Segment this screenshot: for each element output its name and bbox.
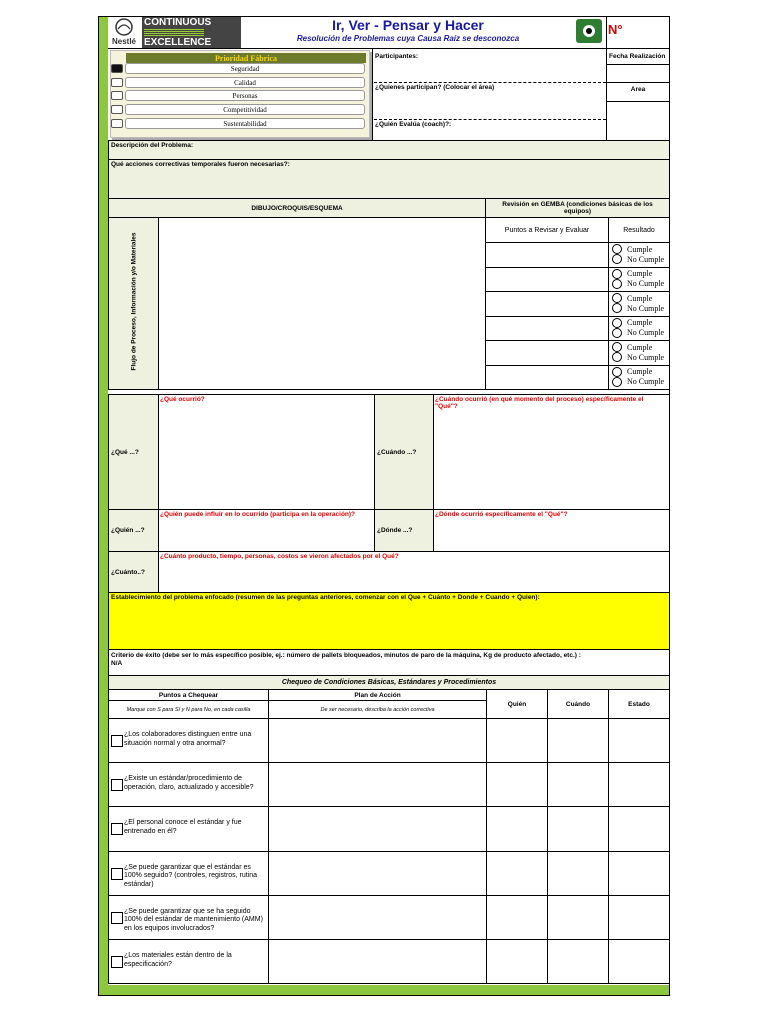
continuous-badge <box>142 17 241 48</box>
who-participates-label: ¿Quienes participan? (Colocar el área) <box>375 84 495 91</box>
checklist-checkbox[interactable] <box>111 868 123 880</box>
gemba-result-cell <box>608 316 670 342</box>
checklist-question <box>108 762 269 807</box>
checklist-question <box>108 718 269 763</box>
bottom-stripe <box>99 985 669 995</box>
number-label: N° <box>608 22 623 37</box>
donde-hint: ¿Dónde ocurrió específicamente el "Qué"? <box>435 511 568 518</box>
radio-label: No Cumple <box>627 303 665 313</box>
priority-checkbox[interactable] <box>111 105 123 114</box>
donde-field[interactable] <box>433 509 670 552</box>
priority-item[interactable] <box>110 104 368 116</box>
no-cumple-option[interactable] <box>612 352 664 362</box>
when-field[interactable] <box>547 718 609 763</box>
checklist-checkbox[interactable] <box>111 779 123 791</box>
cumple-option[interactable] <box>612 244 652 254</box>
plan-field[interactable] <box>268 806 487 851</box>
priority-item-label: Calidad <box>125 77 365 88</box>
que-hint: ¿Qué ocurrió? <box>160 396 205 403</box>
status-field[interactable] <box>608 895 670 940</box>
radio-button[interactable] <box>612 328 622 338</box>
priority-item-label: Sustentabilidad <box>125 118 365 129</box>
logo-stripes <box>144 29 204 36</box>
radio-label: No Cumple <box>627 279 665 288</box>
no-cumple-option[interactable] <box>612 377 664 387</box>
checklist-checkbox[interactable] <box>111 912 123 924</box>
status-field[interactable] <box>608 762 670 807</box>
checklist-question-text: ¿Los colaboradores distinguen entre una situación normal y otra anormal? <box>124 731 252 747</box>
flow-label-cell <box>108 217 159 390</box>
logo <box>109 17 241 48</box>
who-field[interactable] <box>486 762 548 807</box>
cuando-label-cell <box>374 394 434 510</box>
focused-problem-field[interactable] <box>108 592 670 650</box>
col-when: Cuándo <box>547 689 609 719</box>
cumple-option[interactable] <box>612 269 652 279</box>
radio-button[interactable] <box>612 279 622 289</box>
gemba-point-field[interactable] <box>485 291 609 317</box>
radio-button[interactable] <box>612 254 622 264</box>
gemba-point-field[interactable] <box>485 242 609 268</box>
drawing-area[interactable] <box>158 217 486 390</box>
no-cumple-option[interactable] <box>612 328 664 338</box>
checklist-question <box>108 806 269 851</box>
radio-button[interactable] <box>612 377 622 387</box>
priority-item-label: Personas <box>125 90 365 101</box>
page-subtitle: Resolución de Problemas cuya Causa Raíz se desconozca <box>296 34 520 43</box>
quien-label: ¿Quién ...? <box>111 527 145 534</box>
cumple-option[interactable] <box>612 318 652 328</box>
donde-label: ¿Dónde ...? <box>377 527 413 534</box>
col-plan-hint: De ser necesario, describa la acción correctiva <box>268 700 487 719</box>
no-cumple-option[interactable] <box>612 254 664 264</box>
plan-field[interactable] <box>268 718 487 763</box>
focused-problem-label: Establecimiento del problema enfocado (resumen de las preguntas anteriores, comenzar con el Que + Cuánto + Donde + Cuando + Quien): <box>111 594 540 601</box>
radio-label: Cumple <box>627 342 653 352</box>
quien-field[interactable] <box>158 509 375 552</box>
priority-item[interactable] <box>110 90 368 102</box>
checklist-question-text: ¿Existe un estándar/procedimiento de operación, claro, actualizado y accesible? <box>124 775 254 791</box>
radio-label: No Cumple <box>627 254 665 264</box>
cuando-field[interactable] <box>433 394 670 510</box>
cuanto-field[interactable] <box>158 551 670 593</box>
page-title: Ir, Ver - Pensar y Hacer <box>332 17 484 33</box>
cumple-option[interactable] <box>612 367 652 377</box>
when-field[interactable] <box>547 806 609 851</box>
nestle-logo <box>109 17 139 48</box>
cuanto-label-cell <box>108 551 159 593</box>
priority-item-label: Competitividad <box>125 104 365 115</box>
checklist-question-text: ¿El personal conoce el estándar y fue entrenado en él? <box>124 819 242 835</box>
radio-label: Cumple <box>627 293 653 303</box>
priority-checkbox[interactable] <box>111 78 123 87</box>
description-label: Descripción del Problema: <box>111 142 193 149</box>
priority-checkbox[interactable] <box>111 91 123 100</box>
cuanto-hint: ¿Cuánto producto, tiempo, personas, costos se vieron afectados por el Qué? <box>160 553 399 560</box>
checklist-checkbox[interactable] <box>111 823 123 835</box>
when-field[interactable] <box>547 762 609 807</box>
area-label: Area <box>630 86 646 93</box>
eye-icon <box>576 19 602 43</box>
drawing-header: DIBUJO/CROQUIS/ESQUEMA <box>108 198 486 218</box>
cuando-hint: ¿Cuándo ocurrió (en qué momento del proceso) específicamente el "Qué"? <box>435 396 644 410</box>
checklist-checkbox[interactable] <box>111 735 123 747</box>
who-field[interactable] <box>486 851 548 896</box>
checklist-checkbox[interactable] <box>111 956 123 968</box>
checklist-question <box>108 939 269 984</box>
plan-field[interactable] <box>268 851 487 896</box>
radio-button[interactable] <box>612 318 622 328</box>
radio-label: No Cumple <box>627 377 665 386</box>
checklist-title: Chequeo de Condiciones Básicas, Estándares y Procedimientos <box>108 675 670 690</box>
radio-button[interactable] <box>612 293 622 303</box>
radio-label: Cumple <box>627 244 653 254</box>
status-field[interactable] <box>608 718 670 763</box>
checklist-question-text: ¿Se puede garantizar que se ha seguido 100% del estándar de mantenimiento (AMM) en los equipos involucrados? <box>124 907 263 932</box>
gemba-header: Revisión en GEMBA (condiciones básicas de los equipos) <box>485 198 670 218</box>
cuanto-label: ¿Cuánto..? <box>111 568 145 576</box>
radio-button[interactable] <box>612 352 622 362</box>
no-cumple-option[interactable] <box>612 279 664 289</box>
logo-text-continuous: CONTINUOUS <box>144 17 212 28</box>
when-field[interactable] <box>547 895 609 940</box>
col-points: Puntos a Chequear <box>108 689 269 701</box>
gemba-result-cell <box>608 242 670 268</box>
gemba-result-cell <box>608 267 670 293</box>
radio-label: Cumple <box>627 367 653 376</box>
checklist-question-text: ¿Los materiales están dentro de la especificación? <box>124 952 232 968</box>
when-field[interactable] <box>547 939 609 984</box>
who-field[interactable] <box>486 806 548 851</box>
flow-label: Flujo de Proceso, Información y/o Materiales <box>130 232 138 371</box>
priority-item-label: Seguridad <box>125 63 365 74</box>
checklist-question-text: ¿Se puede garantizar que el estándar es 100% seguido? (controles, registros, rutina estándar) <box>124 863 258 888</box>
who-field[interactable] <box>486 939 548 984</box>
criteria-label: Criterio de éxito (debe ser lo más específico posible, ej.: número de pallets bloqueados, minutos de paro de la máquina, Kg de producto afectado, etc.) : <box>111 652 581 659</box>
when-field[interactable] <box>547 851 609 896</box>
col-status: Estado <box>608 689 670 719</box>
who-field[interactable] <box>486 718 548 763</box>
checklist-question <box>108 851 269 896</box>
nestle-brand: Nestlé <box>111 37 136 46</box>
radio-button[interactable] <box>612 244 622 254</box>
gemba-result-cell <box>608 291 670 317</box>
radio-button[interactable] <box>612 367 622 377</box>
radio-button[interactable] <box>612 303 622 313</box>
checklist-question <box>108 895 269 940</box>
que-label-cell <box>108 394 159 510</box>
date-label: Fecha Realización <box>609 53 666 60</box>
gemba-point-field[interactable] <box>485 316 609 342</box>
no-cumple-option[interactable] <box>612 303 664 313</box>
side-stripe <box>99 17 108 985</box>
cumple-option[interactable] <box>612 293 652 303</box>
plan-field[interactable] <box>268 939 487 984</box>
actions-label: Qué acciones correctivas temporales fueron necesarias?: <box>111 161 290 168</box>
cumple-option[interactable] <box>612 342 652 352</box>
quien-label-cell <box>108 509 159 552</box>
logo-text-excellence: EXCELLENCE <box>144 37 212 48</box>
radio-label: No Cumple <box>627 352 665 362</box>
col-points-hint: Marque con S para Sí y N para No, en cada casilla <box>108 700 269 719</box>
cuando-label: ¿Cuándo ...? <box>377 448 417 456</box>
plan-field[interactable] <box>268 762 487 807</box>
que-field[interactable] <box>158 394 375 510</box>
radio-label: No Cumple <box>627 328 665 337</box>
col-plan: Plan de Acción <box>268 689 487 701</box>
quien-hint: ¿Quién puede influir en lo ocurrido (participa en la operación)? <box>160 511 356 518</box>
status-field[interactable] <box>608 939 670 984</box>
result-header: Resultado <box>608 217 670 243</box>
priority-checkbox[interactable] <box>111 64 123 73</box>
criteria-field[interactable] <box>108 649 670 676</box>
radio-button[interactable] <box>612 342 622 352</box>
status-field[interactable] <box>608 806 670 851</box>
criteria-value: N/A <box>111 660 123 667</box>
priority-checkbox[interactable] <box>111 119 123 128</box>
priority-item[interactable] <box>110 63 368 75</box>
gemba-result-cell <box>608 340 670 366</box>
coach-label: ¿Quién Evalúa (coach)?: <box>375 121 452 128</box>
points-header: Puntos a Revisar y Evaluar <box>485 217 609 243</box>
que-label: ¿Qué ...? <box>111 448 139 456</box>
priority-title: Prioridad Fábrica <box>126 53 366 63</box>
priority-item[interactable] <box>110 77 368 89</box>
radio-button[interactable] <box>612 269 622 279</box>
gemba-result-cell <box>608 365 670 391</box>
gemba-point-field[interactable] <box>485 340 609 366</box>
gemba-point-field[interactable] <box>485 365 609 391</box>
status-field[interactable] <box>608 851 670 896</box>
donde-label-cell <box>374 509 434 552</box>
description-field[interactable] <box>108 140 670 160</box>
radio-label: Cumple <box>627 269 653 278</box>
actions-field[interactable] <box>108 159 670 199</box>
who-field[interactable] <box>486 895 548 940</box>
priority-item[interactable] <box>110 118 368 130</box>
gemba-point-field[interactable] <box>485 267 609 293</box>
participants-label: Participantes: <box>375 53 418 60</box>
radio-label: Cumple <box>627 318 653 327</box>
plan-field[interactable] <box>268 895 487 940</box>
col-who: Quién <box>486 689 548 719</box>
